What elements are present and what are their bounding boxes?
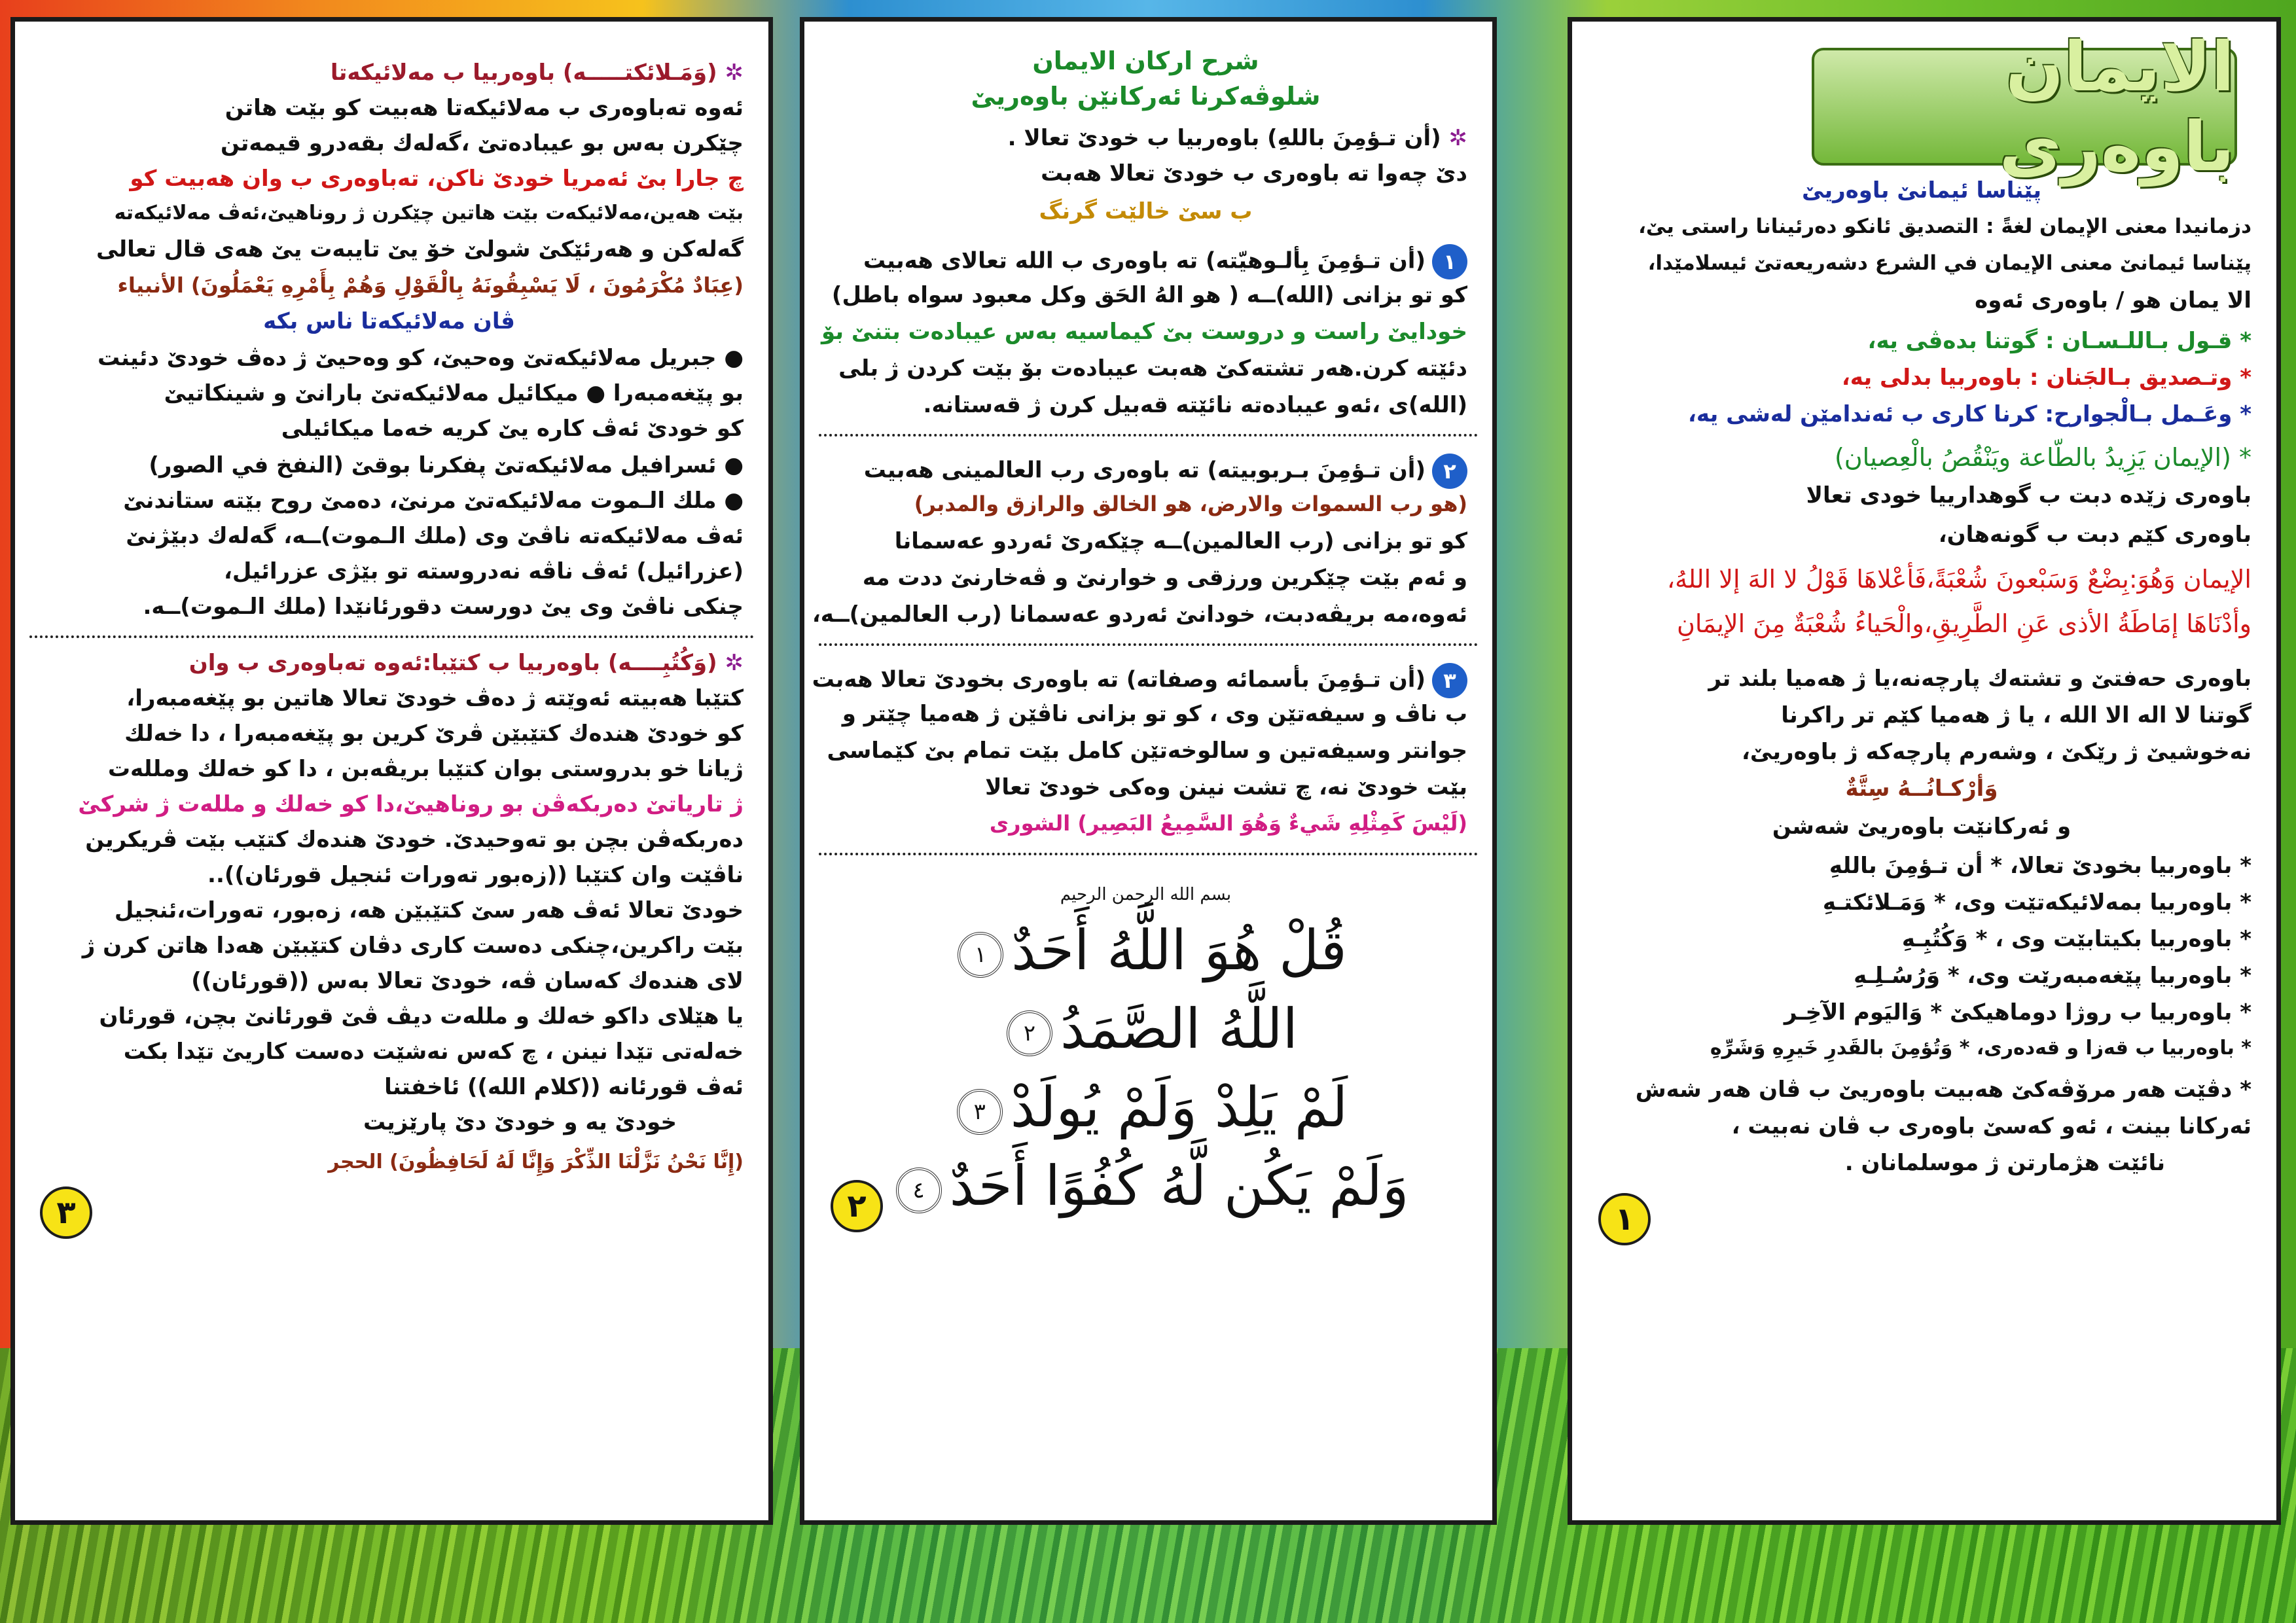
- text-line: چێكرن بەس بو عیبادەتێ ،گەلەك بقەدرو قیمەتن: [221, 130, 744, 156]
- ayah-text: قُلْ هُوَ اللَّهُ أَحَدٌ: [1011, 918, 1347, 982]
- text-line: دزمانیدا معنى الإيمان لغةً : التصديق ئانكو دەرئینانا راستی یێ،: [1638, 215, 2251, 238]
- text-line: نائێت ھژمارتن ژ موسلمانان .: [1844, 1150, 2165, 1176]
- text-line: یا ھێلای داكو خەلك و مللەت دیڤ ڤێ قورئانێ بچن، قورئان: [99, 1003, 744, 1029]
- panel-1: [1568, 17, 2281, 1525]
- dotted-divider: [819, 853, 1478, 857]
- ayah-text: اللَّهُ الصَّمَدُ: [1060, 997, 1298, 1061]
- dotted-divider: [819, 434, 1478, 438]
- text-line: خودێ یە و خودێ دێ پارێزیت: [363, 1109, 677, 1135]
- text-line: دەربكەڤن بچن بو تەوحیدێ. خودێ ھندەك كتێب بێت ڤریكرین: [85, 827, 744, 853]
- text-line: باوەری كێم دبت ب گونەھان،: [1938, 522, 2251, 548]
- ayah-text: لَمْ يَلِدْ وَلَمْ يُولَدْ: [1010, 1075, 1348, 1139]
- ayah-number: ٢: [1007, 1010, 1052, 1056]
- text-line: * باوەربیا ب قەزا و قەدەری، * وَتُؤمِنَ بالقَدرِ خَيرِهِ وَشَرِّهِ: [1710, 1037, 2251, 1060]
- panel-3: ✲ (وَمَـلائكتـــــه) باوەربیا ب مەلائیكەتا ئەوە تەباوەری ب مەلائیكەتا ھەبیت كو بێت ھاتن چێكرن بەس بو عیبادەتێ ،گەلەك بقەدرو قیمەتن چ جارا بێ ئەمریا خودێ ناكن، تەباوەری ب وان ھەبیت كو بێت ھەین،مەلائیكەت بێت ھاتین چێكرن ژ روناھیێ،ئەڤ مەلائیكەتە گەلەكن و ھەرئێكێ شولێ خۆ یێ تایبەت یێ ھەی قال تعالی (عِبَادٌ مُكْرَمُونَ ، لَا يَسْبِقُونَهُ بِالْقَوْلِ وَهُمْ بِأَمْرِهِ يَعْمَلُونَ) الأنبياء ڤان مەلائیكەتا ناس بكە ● جبریل مەلائیكەتێ وەحیێ، كو وەحیێ ژ دەڤ خودێ دئینت بو پێغەمبەرا ● میكائیل مەلائیكەتێ بارانێ و شینكاتیێ كو خودێ ئەڤ كارە یێ كریە خەما میكائیلی ● ئسرافیل مەلائیكەتێ پفكرنا بوقێ (النفخ في الصور) ● ملك الـموت مەلائیكەتێ مرنێ، دەمێ روح بێتە ستاندنێ ئەڤ مەلائیكەتە ناڤێ وی (ملك الـموت)ــە، گەلەك دبێژنێ (عزرائیل) ئەڤ ناڤە نەدروستە تو بێژی عزرائیل، چنكی ناڤێ وی یێ دورست دقورئانێدا (ملك الـموت)ــە. ✲ (وَكُتُبِــــه) باوەربیا ب كتێبا:ئەوە تەباوەری ب وان كتێبا ھەبیتە ئەوێتە ژ دەڤ خودێ تعالا ھاتین بو پێغەمبەرا، كو خودێ ھندەك كتێبێن ڤرێ كرین بو پێغەمبەرا ، دا خەلك ژیانا خو بدروستی بوان كتێبا بریڤەبن ، دا كو خەلك ومللەت ژ تاریاتێ دەربكەڤن بو روناھیێ،دا كو خەلك و مللەت ژ شركێ دەربكەڤن بچن بو تەوحیدێ. خودێ ھندەك كتێب بێت ڤریكرین ناڤێت وان كتێبا ((زەبور تەورات ئنجیل قورئان)).. خودێ تعالا ئەڤ ھەر سێ كتێبێن ھە، زەبور، تەورات،ئنجیل بێت راكرین،چنكی دەست كاری دڤان كتێبێن ھەدا ھاتن كرن ژ لای ھندەك كەسان ڤە، خودێ تعالا بەس ((قورئان)) یا ھێلای داكو خەلك و مللەت دیڤ ڤێ قورئانێ بچن، قورئان خەلەتی تێدا نینن ، چ كەس نەشێت دەست كاریێ تێدا بكت ئەڤ قورئانە ((كلام الله)) ئاخفتنا خودێ یە و خودێ دێ پارێزیت (إِنَّا نَحْنُ نَزَّلْنَا الذِّكْرَ وَإِنَّا لَهُ لَحَافِظُونَ) الحجر ٣: [10, 17, 773, 1525]
- text-line: كو خودێ ھندەك كتێبێن ڤرێ كرین بو پێغەمبەرا ، دا خەلك: [124, 721, 744, 747]
- text-line: ئەوە تەباوەری ب مەلائیكەتا ھەبیت كو بێت ھاتن: [224, 95, 744, 121]
- text-line: (إِنَّا نَحْنُ نَزَّلْنَا الذِّكْرَ وَإِنَّا لَهُ لَحَافِظُونَ) الحجر: [328, 1150, 744, 1173]
- panel-title: الایمان باوەری: [1812, 48, 2237, 166]
- text-line: ● ملك الـموت مەلائیكەتێ مرنێ، دەمێ روح بێتە ستاندنێ: [123, 488, 744, 514]
- text-line: * باوەربیا بكیتابێت وی ، * وَكُتُبِـهِ: [1901, 926, 2251, 952]
- text-line: (أن تـؤمِنَ بِألـوهيّته) تە باوەری ب الله تعالای ھەبیت: [863, 247, 1426, 274]
- text-line: خەلەتی تێدا نینن ، چ كەس نەشێت دەست كاریێ تێدا بكت: [123, 1039, 744, 1065]
- dotted-divider: [819, 643, 1478, 647]
- text-line: (الله)ی ،ئەو عیبادەتە نائێتە قەبیل كرن ژ قەستانە.: [923, 392, 1467, 418]
- text-line: و ئەركانێت باوەریێ شەشن: [1772, 813, 2072, 840]
- text-line: * وتـصديق بـالجَنان : باوەربیا بدلی یە،: [1841, 365, 2251, 391]
- ayah-number: ٤: [896, 1168, 942, 1213]
- text-line: وَأرْكـانُــهُ سِتَّةٌ: [1845, 776, 1998, 802]
- text-line: بێت خودێ نە، چ تشت نینن وەكی خودێ تعالا: [985, 774, 1467, 800]
- text-line: بو پێغەمبەرا ● میكائیل مەلائیكەتێ بارانێ و شینكاتیێ: [164, 380, 744, 406]
- text-line: ئەڤ مەلائیكەتە ناڤێ وی (ملك الـموت)ــە، گەلەك دبێژنێ: [126, 523, 744, 549]
- text-line: * باوەربیا بمەلائیكەتێت وی، * وَمَـلائكتـهِ: [1822, 889, 2251, 916]
- text-line: دئێتە كرن.ھەر تشتەكێ ھەبت عیبادەت بۆ بێت كردن ژ بلی: [838, 355, 1467, 382]
- text-line: خودایێ راست و دروست بێ كیماسیە بەس عیبادەت بتنێ بۆ: [821, 319, 1467, 345]
- text-line: ئەركانا بینت ، ئەو كەسێ باوەری ب ڤان نەبیت ،: [1731, 1113, 2251, 1139]
- circle-number: ٣: [1432, 663, 1467, 698]
- text-line: كو خودێ ئەڤ كارە یێ كریە خەما میكائیلی: [281, 416, 744, 442]
- panel-heading: شلوڤەكرنا ئەركانێن باوەریێ: [971, 82, 1321, 111]
- text-line: و ئەم بێت چێكرین ورزقی و خوارنێ و ڤەخارنێ ددت مە: [862, 565, 1467, 591]
- panel-heading: شرح اركان الايمان: [1032, 46, 1259, 75]
- text-line: چ جارا بێ ئەمریا خودێ ناكن، تەباوەری ب وان ھەبیت كو: [130, 166, 744, 192]
- text-line: (وَكُتُبِــــه) باوەربیا ب كتێبا:ئەوە تەباوەری ب وان: [188, 650, 717, 676]
- text-line: پێناسا ئیمانێ معنى الإيمان في الشرع دشەریعەتێ ئیسلامێدا،: [1647, 251, 2251, 275]
- text-line: وأدْنَاهَا إمَاطَةُ الأذى عَنِ الطَّرِيقِ،والْحَياءُ شُعْبَةٌ مِنَ الإيمَانِ: [1676, 609, 2251, 638]
- page-number: ٣: [40, 1186, 92, 1239]
- ayah-text: وَلَمْ يَكُن لَّهُ كُفُوًا أَحَدٌ: [949, 1154, 1409, 1218]
- text-line: دێ چەوا تە باوەری ب خودێ تعالا ھەبت: [1041, 160, 1467, 187]
- text-line: بێت ھەین،مەلائیكەت بێت ھاتین چێكرن ژ روناھیێ،ئەڤ مەلائیكەتە: [114, 202, 744, 224]
- text-line: * باوەربیا ب روژا دوماھیكێ * وَاليَوم الآخِـر: [1784, 999, 2251, 1026]
- text-line: (لَيْسَ كَمِثْلِهِ شَيءٌ وَهُوَ السَّمِيعُ البَصِير) الشورى: [989, 811, 1467, 836]
- basmala: بسم الله الرحمن الرحيم: [1060, 885, 1232, 904]
- text-line: (أن تـؤمِنَ بأسمائه وصفاته) تە باوەری بخودێ تعالا ھەبت: [812, 666, 1426, 693]
- text-line: ئەوە،مە بریڤەدبت، خودانێ ئەردو عەسمانا (رب العالمین)ــە،: [812, 601, 1467, 628]
- text-line: الإيمان وَهُوَ:بِضْعٌ وَسَبْعونَ شُعْبَةً،فَأعْلاهَا قَوْلُ لا الهَ إلا اللهُ،: [1666, 565, 2251, 594]
- page-number: ١: [1598, 1193, 1651, 1245]
- text-line: ● جبریل مەلائیكەتێ وەحیێ، كو وەحیێ ژ دەڤ خودێ دئینت: [98, 345, 744, 371]
- text-line: ● ئسرافیل مەلائیكەتێ پفكرنا بوقێ (النفخ في الصور): [149, 452, 744, 478]
- text-line: (أن تـؤمِنَ بـربوبيته) تە باوەری رب العالمینی ھەبیت: [863, 457, 1426, 484]
- text-line: باوەری زێدە دبت ب گوھدارییا خودی تعالا: [1806, 482, 2251, 508]
- text-line: چنكی ناڤێ وی یێ دورست دقورئانێدا (ملك الـموت)ــە.: [143, 594, 744, 620]
- text-line: پێناسا ئیمانێ باوەریێ: [1801, 177, 2041, 204]
- panel-2: شرح اركان الايمان شلوڤەكرنا ئەركانێن باوەریێ ✲ (أن تـؤمِنَ باللهِ) باوەربیا ب خودێ تعالا . دێ چەوا تە باوەری ب خودێ تعالا ھەبت ب سێ خالێت گرنگ ١(أن تـؤمِنَ بِألـوهيّته) تە باوەری ب الله تعالای ھەبیت كو تو بزانی (الله)ــە ( هو الهُ الحَق وكل معبود سواه باطل) خودایێ راست و دروست بێ كیماسیە بەس عیبادەت بتنێ بۆ دئێتە كرن.ھەر تشتەكێ ھەبت عیبادەت بۆ بێت كردن ژ بلی (الله)ی ،ئەو عیبادەتە نائێتە قەبیل كرن ژ قەستانە. ٢(أن تـؤمِنَ بـربوبيته) تە باوەری رب العالمینی ھەبیت (هو رب السموات والارض، هو الخالق والرازق والمدبر) كو تو بزانی (رب العالمین)ــە چێكەرێ ئەردو عەسمانا و ئەم بێت چێكرین ورزقی و خوارنێ و ڤەخارنێ ددت مە ئەوە،مە بریڤەدبت، خودانێ ئەردو عەسمانا (رب العالمین)ــە، ٣(أن تـؤمِنَ بأسمائه وصفاته) تە باوەری بخودێ تعالا ھەبت ب ناڤ و سیفەتێن وی ، كو تو بزانی ناڤێن ژ ھەمیا چێتر و جوانتر وسیفەتین و سالوخەتێن كامل بێت تمام بێ كێماسی بێت خودێ نە، چ تشت نینن وەكی خودێ تعالا (لَيْسَ كَمِثْلِهِ شَيءٌ وَهُوَ السَّمِيعُ البَصِير) الشورى بسم الله الرحمن الرحيم قُلْ هُوَ اللَّهُ أَحَدٌ١ اللَّهُ الصَّمَدُ٢ لَمْ يَلِدْ وَلَمْ يُولَدْ٣ وَلَمْ يَكُن لَّهُ كُفُوًا أَحَدٌ٤ ٢: [800, 17, 1497, 1525]
- text-line: گەلەكن و ھەرئێكێ شولێ خۆ یێ تایبەت یێ ھەی قال تعالی: [96, 236, 744, 262]
- text-line: * قـول بـاللـسـان : گوتنا بدەڤی یە،: [1867, 328, 2251, 354]
- text-line: نەخوشیێ ژ رێكێ ، وشەرم پارچەكە ژ باوەریێ،: [1741, 739, 2251, 765]
- text-line: ژیانا خو بدروستی بوان كتێبا بریڤەبن ، دا كو خەلك ومللەت: [107, 756, 744, 782]
- text-line: الا یمان ھو / باوەری ئەوە: [1975, 287, 2251, 313]
- text-line: ڤان مەلائیكەتا ناس بكە: [263, 308, 515, 334]
- dotted-divider: [29, 635, 754, 639]
- text-line: (عزرائیل) ئەڤ ناڤە نەدروستە تو بێژی عزرائیل،: [223, 558, 744, 584]
- text-line: جوانتر وسیفەتین و سالوخەتێن كامل بێت تمام بێ كێماسی: [827, 738, 1467, 764]
- ayah-number: ٣: [957, 1089, 1003, 1135]
- text-line: گوتنا لا اله الا الله ، یا ژ ھەمیا كێم تر راكرنا: [1781, 702, 2251, 728]
- text-line: كو تو بزانی (الله)ــە ( هو الهُ الحَق وكل معبود سواه باطل): [831, 282, 1467, 308]
- page-number: ٢: [831, 1180, 883, 1232]
- text-line: (أن تـؤمِنَ باللهِ) باوەربیا ب خودێ تعالا .: [1007, 125, 1441, 151]
- ayah-number: ١: [958, 932, 1003, 978]
- text-line: ئەڤ قورئانە ((كلام الله)) ئاخفتنا: [384, 1074, 744, 1100]
- text-line: باوەری حەفتێ و تشتەك پارچەنە،یا ژ ھەمیا بلند تر: [1708, 666, 2251, 692]
- text-line: (وَمَـلائكتـــــه) باوەربیا ب مەلائیكەتا: [330, 60, 717, 86]
- text-line: ناڤێت وان كتێبا ((زەبور تەورات ئنجیل قورئان))..: [207, 862, 744, 888]
- text-line: كتێبا ھەبیتە ئەوێتە ژ دەڤ خودێ تعالا ھاتین بو پێغەمبەرا،: [126, 685, 744, 711]
- text-line: * باوەربیا بخودێ تعالا، * أن تـؤمِنَ باللهِ: [1829, 853, 2251, 879]
- text-line: ب سێ خالێت گرنگ: [1039, 198, 1253, 224]
- text-line: ژ تاریاتێ دەربكەڤن بو روناھیێ،دا كو خەلك و مللەت ژ شركێ: [78, 791, 744, 817]
- text-line: * وعَـمل بـالْجوارح: كرنا كاری ب ئەندامێن لەشی یە،: [1687, 401, 2251, 427]
- text-line: * دڤێت ھەر مرۆڤەكێ ھەبیت باوەریێ ب ڤان ھەر شەش: [1635, 1077, 2251, 1103]
- circle-number: ٢: [1432, 454, 1467, 489]
- text-line: بێت راكرین،چنكی دەست كاری دڤان كتێبێن ھەدا ھاتن كرن ژ: [82, 933, 744, 959]
- text-line: خودێ تعالا ئەڤ ھەر سێ كتێبێن ھە، زەبور، تەورات،ئنجیل: [114, 897, 744, 923]
- text-line: * (الإيمان يَزِيدُ بالطّاعة ويَنْقُصُ بالْعِصيان): [1834, 443, 2251, 472]
- text-line: * باوەربیا پێغەمبەرێت وی، * وَرُسُـلِـهِ: [1854, 963, 2251, 989]
- text-line: (عِبَادٌ مُكْرَمُونَ ، لَا يَسْبِقُونَهُ بِالْقَوْلِ وَهُمْ بِأَمْرِهِ يَعْمَلُونَ) الأنبياء: [117, 273, 744, 298]
- text-line: ب ناڤ و سیفەتێن وی ، كو تو بزانی ناڤێن ژ ھەمیا چێتر و: [842, 701, 1467, 727]
- text-line: لای ھندەك كەسان ڤە، خودێ تعالا بەس ((قورئان)): [191, 968, 744, 994]
- text-line: (هو رب السموات والارض، هو الخالق والرازق والمدبر): [914, 491, 1467, 516]
- text-line: كو تو بزانی (رب العالمین)ــە چێكەرێ ئەردو عەسمانا: [894, 528, 1467, 554]
- circle-number: ١: [1432, 244, 1467, 279]
